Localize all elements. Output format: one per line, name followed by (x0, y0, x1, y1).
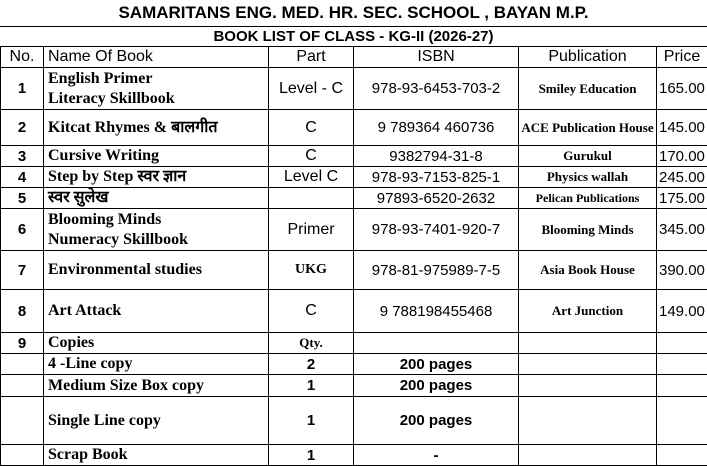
book-publication: Smiley Education (519, 68, 657, 110)
book-name-line: स्वर सुलेख (48, 188, 266, 208)
table-row (1, 110, 707, 146)
book-publication: Asia Book House (519, 251, 657, 290)
row-no: 2 (1, 110, 44, 146)
book-price: 345.00 (657, 209, 707, 251)
empty-cell (354, 333, 519, 354)
copy-qty: 2 (269, 354, 354, 375)
book-name-line: Art Attack (48, 301, 266, 321)
col-part: Part (269, 47, 354, 68)
book-name (44, 146, 269, 167)
book-part: C (269, 110, 354, 146)
book-name (44, 68, 269, 110)
book-name-line: Literacy Skillbook (48, 89, 266, 109)
book-publication: Blooming Minds (519, 209, 657, 251)
row-no: 3 (1, 146, 44, 167)
book-price: 145.00 (657, 110, 707, 146)
empty-cell (1, 375, 44, 397)
book-isbn: 9 789364 460736 (354, 110, 519, 146)
col-isbn: ISBN (354, 47, 519, 68)
copy-name: Medium Size Box copy (44, 375, 269, 397)
book-price: 170.00 (657, 146, 707, 167)
book-publication: Pelican Publications (519, 188, 657, 209)
book-part: Level - C (269, 68, 354, 110)
empty-cell (657, 397, 707, 445)
copy-item-row (1, 354, 707, 375)
book-isbn: 978-93-7153-825-1 (354, 167, 519, 188)
copy-pages: - (354, 445, 519, 466)
empty-cell (1, 445, 44, 466)
book-name-line: Blooming Minds (48, 210, 266, 230)
school-name: SAMARITANS ENG. MED. HR. SEC. SCHOOL , BAYAN M.P. (0, 0, 707, 26)
table-row (1, 68, 707, 110)
book-name-line: English Primer (48, 69, 266, 89)
book-price: 165.00 (657, 68, 707, 110)
empty-cell (657, 333, 707, 354)
book-publication: Gurukul (519, 146, 657, 167)
table-row (1, 251, 707, 290)
book-name (44, 167, 269, 188)
book-isbn: 978-81-975989-7-5 (354, 251, 519, 290)
book-price: 175.00 (657, 188, 707, 209)
copy-qty: 1 (269, 397, 354, 445)
book-price: 390.00 (657, 251, 707, 290)
book-name (44, 209, 269, 251)
copies-label: Copies (44, 333, 269, 354)
book-name (44, 290, 269, 333)
empty-cell (519, 375, 657, 397)
empty-cell (1, 354, 44, 375)
book-price: 245.00 (657, 167, 707, 188)
table-row (1, 290, 707, 333)
empty-cell (657, 354, 707, 375)
col-book: Name Of Book (44, 47, 269, 68)
empty-cell (519, 354, 657, 375)
book-name (44, 251, 269, 290)
book-name-line: Kitcat Rhymes & बालगीत (48, 118, 266, 138)
row-no: 8 (1, 290, 44, 333)
book-publication: ACE Publication House (519, 110, 657, 146)
copy-item-row (1, 397, 707, 445)
book-part: Primer (269, 209, 354, 251)
copy-qty: 1 (269, 375, 354, 397)
copies-row (1, 333, 707, 354)
table-row (1, 188, 707, 209)
book-part (269, 188, 354, 209)
book-isbn: 9 788198455468 (354, 290, 519, 333)
book-name-line: Numeracy Skillbook (48, 230, 266, 250)
copy-item-row (1, 445, 707, 466)
book-name (44, 110, 269, 146)
col-price: Price (657, 47, 707, 68)
copy-pages: 200 pages (354, 375, 519, 397)
col-publication: Publication (519, 47, 657, 68)
copy-qty: 1 (269, 445, 354, 466)
row-no: 5 (1, 188, 44, 209)
empty-cell (657, 375, 707, 397)
empty-cell (519, 333, 657, 354)
row-no: 6 (1, 209, 44, 251)
book-publication: Physics wallah (519, 167, 657, 188)
qty-header: Qty. (269, 333, 354, 354)
empty-cell (519, 397, 657, 445)
book-part: UKG (269, 251, 354, 290)
row-no: 4 (1, 167, 44, 188)
book-name (44, 188, 269, 209)
header-row (1, 47, 707, 68)
book-isbn: 978-93-7401-920-7 (354, 209, 519, 251)
col-no: No. (1, 47, 44, 68)
row-no: 1 (1, 68, 44, 110)
book-name-line: Environmental studies (48, 260, 266, 280)
row-no: 7 (1, 251, 44, 290)
row-no: 9 (1, 333, 44, 354)
copy-pages: 200 pages (354, 397, 519, 445)
copy-name: Single Line copy (44, 397, 269, 445)
table-row (1, 146, 707, 167)
table-row (1, 209, 707, 251)
book-part: C (269, 146, 354, 167)
empty-cell (519, 445, 657, 466)
empty-cell (657, 445, 707, 466)
list-title: BOOK LIST OF CLASS - KG-II (2026-27) (0, 26, 707, 47)
book-part: C (269, 290, 354, 333)
book-name-line: Cursive Writing (48, 146, 266, 166)
book-price: 149.00 (657, 290, 707, 333)
table-row (1, 167, 707, 188)
book-isbn: 978-93-6453-703-2 (354, 68, 519, 110)
book-list-table (0, 46, 707, 466)
empty-cell (1, 397, 44, 445)
book-isbn: 97893-6520-2632 (354, 188, 519, 209)
book-isbn: 9382794-31-8 (354, 146, 519, 167)
copy-name: Scrap Book (44, 445, 269, 466)
copy-name: 4 -Line copy (44, 354, 269, 375)
book-part: Level C (269, 167, 354, 188)
book-name-line: Step by Step स्वर ज्ञान (48, 167, 266, 187)
copy-pages: 200 pages (354, 354, 519, 375)
book-publication: Art Junction (519, 290, 657, 333)
copy-item-row (1, 375, 707, 397)
